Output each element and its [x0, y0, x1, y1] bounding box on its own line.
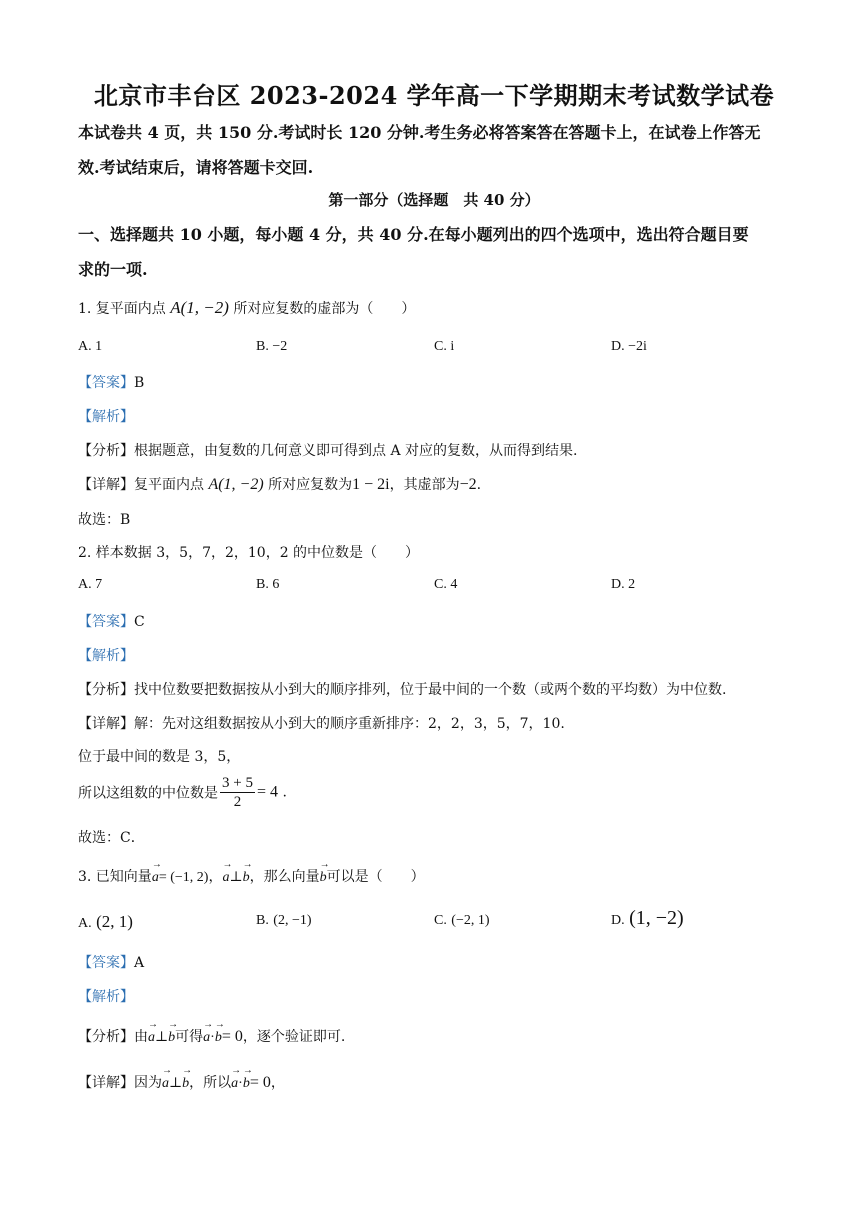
part1-heading: 第一部分（选择题 共 40 分）: [328, 191, 540, 209]
q3-vec-b: → b: [320, 870, 327, 886]
q3-fenxi: [78, 1026, 345, 1046]
q1-option-a: A. 1: [78, 339, 103, 354]
q3-detail-mid: ，所以: [189, 1075, 232, 1091]
q3-fenxi-dot: ·: [210, 1030, 215, 1045]
q3-perp-a: → a: [222, 870, 229, 886]
q3-stem-end: 可以是（ ）: [326, 869, 425, 885]
q3-fenxi-perp: ⊥: [155, 1030, 169, 1045]
q2-jiexi-label: 【解析】: [78, 648, 134, 664]
q2-guxuan: [78, 827, 145, 847]
q3-jiexi-label: 【解析】: [78, 989, 134, 1005]
q3-option-b-label: B.: [256, 913, 269, 928]
q3-detail: [78, 1072, 285, 1092]
q3-fenxi-mid: 可得: [175, 1029, 204, 1045]
section1-line-1: 一、选择题共 10 小题，每小题 4 分，共 40 分.在每小题列出的四个选项中，选出符合题目要: [78, 225, 749, 244]
q2-frac-den: 2: [233, 794, 242, 810]
q1-detail-value: 1 − 2i: [352, 476, 390, 493]
q2-answer-value: C: [134, 614, 145, 630]
q1-jiexi-label: 【解析】: [78, 409, 134, 425]
q2-option-c: C. 4: [434, 577, 458, 592]
fenxi-label: 【分析】: [78, 682, 134, 698]
q1-answer: [78, 372, 144, 392]
q2-fraction: [220, 774, 255, 811]
q2-frac-num: 3 + 5: [222, 775, 253, 791]
q3-detail-zero: = 0: [249, 1074, 271, 1091]
guxuan-label: 故选：: [78, 830, 120, 846]
answer-label: 【答案】: [78, 955, 134, 971]
q2-result: 所以这组数的中位数是 $\frac{3 + 5}{2}$ = 4 .: [78, 775, 287, 810]
q2-stem: 2. 样本数据 3，5，7，2，10，2 的中位数是（ ）: [78, 545, 420, 561]
q3-option-b-value: (2, −1): [273, 913, 312, 928]
fenxi-label: 【分析】: [78, 443, 134, 459]
q3-fenxi-zero: = 0: [221, 1028, 243, 1045]
q3-detail-perp: ⊥: [169, 1076, 183, 1091]
q1-option-d: D. −2i: [611, 339, 647, 354]
q2-middle: 位于最中间的数是 3，5，: [78, 749, 241, 765]
q1-option-b: B. −2: [256, 339, 288, 354]
q1-detail-after: ，其虚部为: [389, 477, 460, 493]
intro-line-2: 效.考试结束后，请将答题卡交回.: [78, 158, 314, 177]
q2-result-text: 所以这组数的中位数是: [78, 785, 218, 802]
q3-fenxi-b: → b: [168, 1030, 175, 1046]
xiangjie-label: 【详解】: [78, 716, 134, 732]
q1-answer-value: B: [134, 375, 145, 391]
q3-vec-a: → a: [152, 870, 159, 886]
q3-option-b: [256, 912, 312, 929]
q3-detail-b: → b: [182, 1076, 189, 1092]
q1-detail-point: A(1, −2): [208, 476, 264, 493]
q2-answer: [78, 611, 145, 631]
q3-option-d: [611, 907, 684, 930]
q1-detail-mid: 所对应复数为: [268, 477, 353, 493]
answer-label: 【答案】: [78, 614, 134, 630]
q1-stem-after: 所对应复数的虚部为（ ）: [233, 301, 416, 317]
q3-detail-dot: ·: [238, 1076, 243, 1091]
q1-detail-before: 复平面内点: [134, 477, 204, 493]
q3-perp-sym: ⊥: [229, 870, 243, 885]
q3-option-d-label: D.: [611, 913, 625, 928]
q1-point: A(1, −2): [170, 298, 229, 317]
q3-fenxi-a: → a: [148, 1030, 155, 1046]
q2-option-d: D. 2: [611, 577, 636, 592]
q2-option-b: B. 6: [256, 577, 280, 592]
q3-detail-before: 因为: [134, 1075, 162, 1091]
q3-detail-dot-b: → b: [243, 1076, 250, 1092]
q3-stem-perp: ，: [208, 869, 223, 885]
q3-detail-a: → a: [162, 1076, 169, 1092]
fenxi-label: 【分析】: [78, 1029, 134, 1045]
q2-fenxi: [78, 679, 726, 699]
q3-answer: [78, 952, 144, 972]
q1-guxuan-value: B: [120, 512, 131, 528]
q1-stem-before: 1. 复平面内点: [78, 301, 166, 317]
q3-stem: [78, 866, 425, 886]
q3-fenxi-after: ，逐个验证即可.: [242, 1029, 346, 1045]
q3-answer-value: A: [134, 955, 145, 971]
q3-option-d-value: (1, −2): [629, 907, 684, 929]
q1-detail: 【详解】复平面内点 A(1, −2) 所对应复数为1 − 2i，其虚部为−2.: [78, 476, 482, 493]
q3-fenxi-before: 由: [134, 1029, 148, 1045]
q3-option-c-label: C.: [434, 913, 447, 928]
q3-fenxi-dot-a: → a: [203, 1030, 210, 1046]
q3-option-c: [434, 912, 490, 929]
page-title: 北京市丰台区 2023-2024 学年高一下学期期末考试数学试卷: [93, 81, 775, 110]
q1-fenxi-text: 根据题意，由复数的几何意义即可得到点 A 对应的复数，从而得到结果.: [134, 443, 578, 459]
q3-option-a: [78, 912, 133, 932]
q2-fenxi-text: 找中位数要把数据按从小到大的顺序排列，位于最中间的一个数（或两个数的平均数）为中位数.: [134, 682, 727, 698]
q2-frac-result: = 4: [256, 783, 278, 801]
q1-stem: [78, 298, 415, 318]
intro-line-1: 本试卷共 4 页，共 150 分.考试时长 120 分钟.考生务必将答案答在答题卡上，在试卷上作答无: [78, 123, 761, 142]
guxuan-label: 故选：: [78, 512, 120, 528]
q1-detail-imag: −2: [459, 476, 477, 493]
q1-guxuan: [78, 509, 130, 529]
q2-option-a: A. 7: [78, 577, 103, 592]
q3-option-c-value: (−2, 1): [451, 913, 490, 928]
q3-vec-a-def: = (−1, 2): [158, 870, 209, 885]
q3-detail-dot-a: → a: [231, 1076, 238, 1092]
q3-fenxi-dot-b: → b: [215, 1030, 222, 1046]
q2-guxuan-value: C．: [120, 830, 145, 846]
answer-label: 【答案】: [78, 375, 134, 391]
q2-detail: [78, 713, 565, 733]
q1-fenxi: [78, 440, 577, 460]
q3-stem-after: ，那么向量: [249, 869, 320, 885]
q1-option-c: C. i: [434, 339, 455, 354]
q3-option-a-label: A.: [78, 916, 92, 931]
q3-stem-before: 3. 已知向量: [78, 869, 152, 885]
xiangjie-label: 【详解】: [78, 477, 134, 493]
q2-detail-text: 解：先对这组数据按从小到大的顺序重新排序：2，2，3，5，7，10.: [134, 716, 565, 732]
q3-detail-after: ，: [270, 1075, 285, 1091]
q3-perp-b: → b: [243, 870, 250, 886]
xiangjie-label: 【详解】: [78, 1075, 134, 1091]
q3-option-a-value: (2, 1): [96, 912, 133, 931]
section1-line-2: 求的一项.: [78, 260, 148, 279]
